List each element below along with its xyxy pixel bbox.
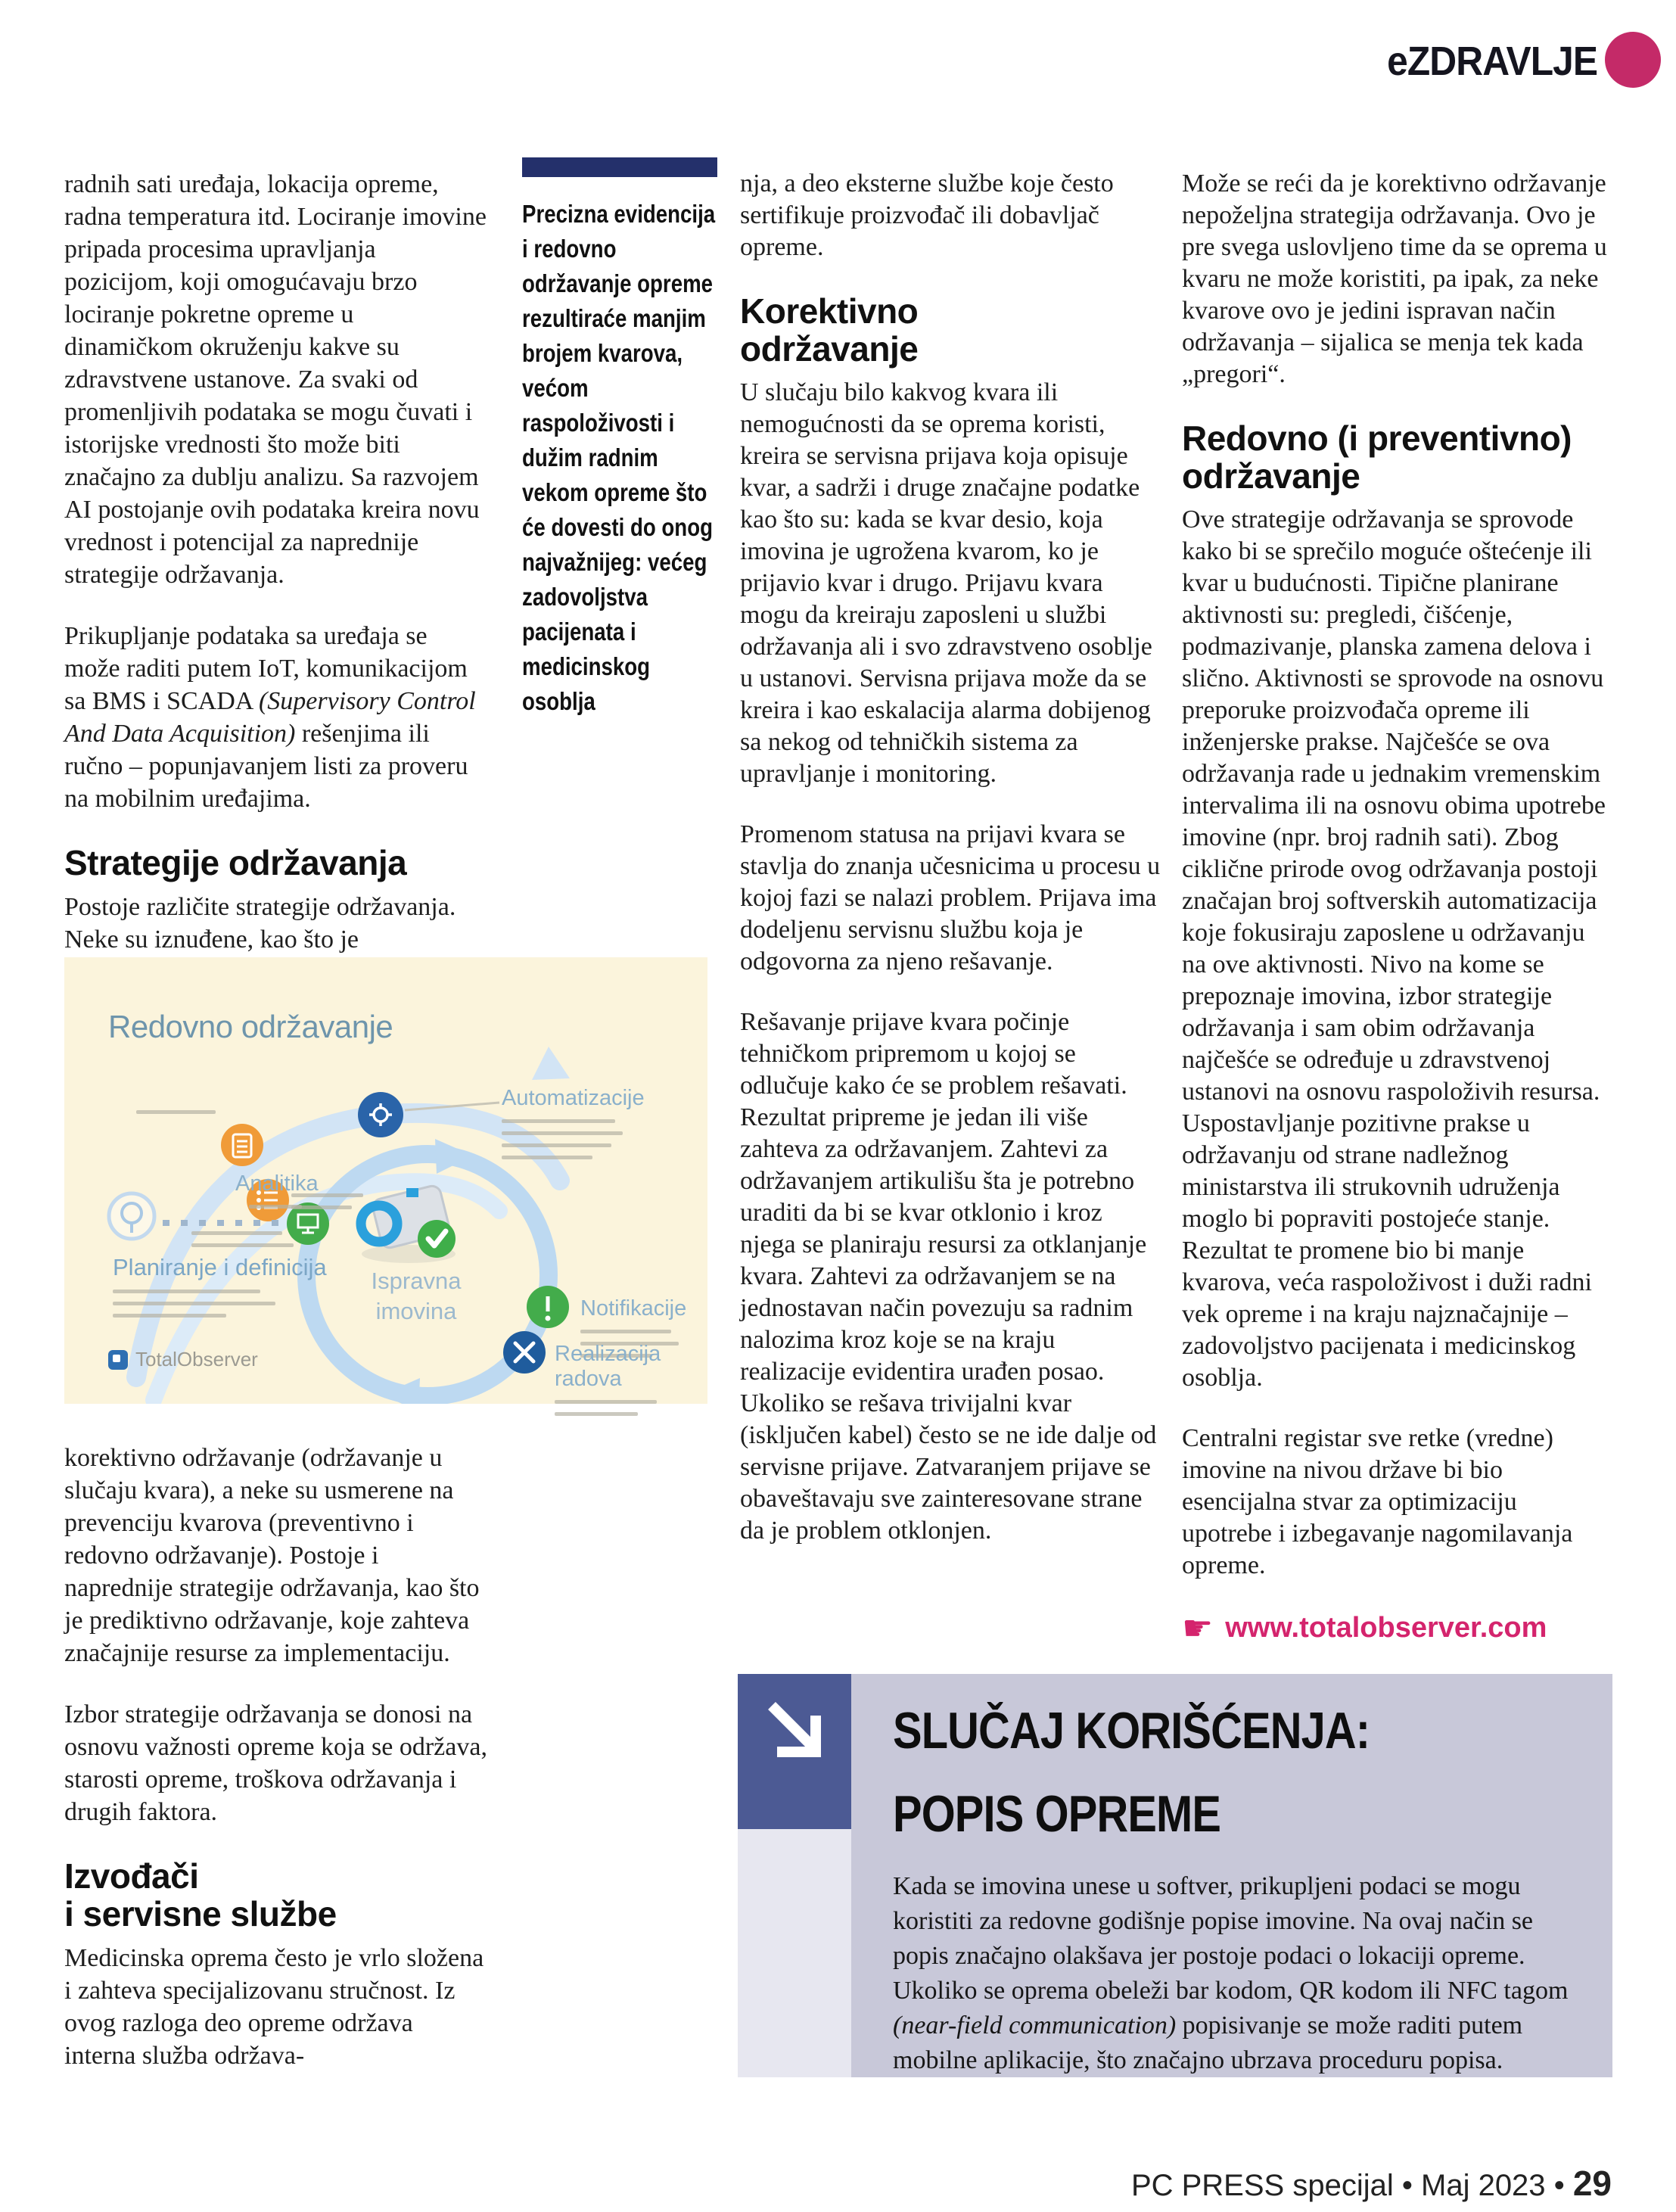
column-4 bbox=[1182, 168, 1613, 1648]
dotted-connector bbox=[163, 1220, 280, 1226]
label-ispravna-imovina bbox=[367, 1266, 465, 1327]
heading-strategije-odrzavanja: Strategije održavanja bbox=[64, 843, 407, 882]
heading-korektivno-odrzavanje bbox=[740, 292, 1161, 368]
hand-pointer-icon: ☛ bbox=[1182, 1607, 1214, 1648]
logo-text: TotalObserver bbox=[135, 1348, 258, 1370]
paragraph-italic: (near-field communication) bbox=[893, 2011, 1177, 2039]
totalobserver-logo bbox=[108, 1348, 258, 1371]
label-planiranje bbox=[113, 1254, 327, 1318]
fine-print-line bbox=[191, 1243, 294, 1247]
footer-publication: PC PRESS specijal bbox=[1130, 2169, 1394, 2202]
heading-line: Korektivno bbox=[740, 291, 919, 331]
label-text: Analitika bbox=[235, 1171, 319, 1196]
heading-izvodjaci bbox=[64, 1857, 488, 1933]
article-paragraph: U slučaju bilo kakvog kvara ili nemogućnosti da se oprema koristi, kreira se servisna prijava koja opisuje kvar, a sadrži i druge značajne podatke kao što su: kada se kvar desio, koja imovina je ugrožena kvarom, ko je prijavio kvar i drugo. Prijavu kvara mogu da kreiraju zaposleni u službi održavanja ali i svo zdravstveno osoblje u ustanovi. Servisna prijava može da se kreira i kao eskalacija alarma dobijenog sa nekog od tehničkih sistema za upravljanje i monitoring. bbox=[740, 378, 1152, 788]
fine-print-line bbox=[555, 1412, 638, 1416]
quote-accent-bar bbox=[522, 157, 717, 177]
paragraph-text: rešenjima ili ručno – popunjavanjem listi za proveru na mobilnim uređajima. bbox=[64, 720, 468, 813]
heading-line: održavanje bbox=[1182, 456, 1360, 496]
fine-print-line bbox=[502, 1119, 615, 1123]
label-text: Automatizacije bbox=[502, 1086, 645, 1110]
label-text: imovina bbox=[375, 1298, 457, 1324]
label-text: Ispravna bbox=[371, 1268, 462, 1294]
heading-line: i servisne službe bbox=[64, 1894, 337, 1934]
label-automatizacije bbox=[502, 1086, 645, 1159]
arrow-down-right-icon bbox=[738, 1674, 851, 1787]
article-paragraph: nja, a deo eksterne službe koje često sertifikuje proizvođač ili dobavljač opreme. bbox=[740, 170, 1114, 261]
fine-print-line bbox=[191, 1231, 282, 1235]
notification-bell-icon bbox=[527, 1286, 569, 1328]
article-paragraph bbox=[64, 620, 488, 815]
article-paragraph: Rešavanje prijave kvara počinje tehničkom pripremom u kojoj se odlučuje kako će se problem rešavati. Rezultat pripreme je jedan ili više zahteva za održavanjem. Zahtevi za održavanjem artikulišu šta je potrebno uraditi da bi se kvar otklonio i kroz njega se planiraju resursi za otklanjanje kvara. Zahtevi za održavanjem se na jednostavan način povezuju sa radnim nalozima kroz koje se na kraju realizacije evidentira urađen posao. Ukoliko se rešava trivijalni kvar (isključen kabel) često se ne ide dalje od servisne prijave. Zatvaranjem prijave se obaveštavaju sve zainteresovane strane da je problem otklonjen. bbox=[740, 1008, 1157, 1545]
heading-line: održavanje bbox=[740, 329, 919, 369]
arrow-tile bbox=[738, 1674, 851, 1829]
fine-print-line bbox=[580, 1330, 671, 1333]
fine-print-line bbox=[113, 1314, 226, 1318]
paragraph-text: Prikupljanje podataka sa uređaja se može raditi putem IoT, komunikacijom sa BMS i SCADA bbox=[64, 622, 468, 715]
fine-print-line bbox=[113, 1290, 260, 1293]
article-paragraph: Postoje različite strategije održavanja. Neke su iznuđene, kao što je bbox=[64, 893, 456, 954]
label-analitika bbox=[235, 1171, 319, 1209]
use-case-heading-line2: POPIS OPREME bbox=[893, 1785, 1221, 1843]
label-realizacija-radova bbox=[555, 1342, 707, 1416]
arrowhead bbox=[532, 1047, 570, 1080]
fine-print-line bbox=[502, 1131, 623, 1135]
footer-separator: • bbox=[1553, 2169, 1565, 2202]
page-footer bbox=[1131, 2163, 1612, 2204]
label-text: Planiranje i definicija bbox=[113, 1254, 327, 1280]
fine-print-line bbox=[555, 1400, 657, 1404]
paragraph-text: Kada se imovina unese u softver, prikupljeni podaci se mogu koristiti za redovne godišnje popise imovine. Na ovaj način se popis značajno olakšava jer postoje podaci o lokaciji opreme. Ukoliko se oprema obeleži bar kodom, QR kodom ili NFC tagom bbox=[893, 1872, 1569, 2005]
article-paragraph: Ove strategije održavanja se sprovode kako bi se sprečilo moguće oštećenje ili kvar u budućnosti. Tipične planirane aktivnosti su: pregledi, čišćenje, podmazivanje, planska zamena delova i slično. Aktivnosti se sprovode na osnovu preporuke proizvođača opreme ili inženjerske prakse. Najčešće se ova održavanja rade u jednakim vremenskim intervalima ili na osnovu obima upotrebe imovine (npr. broj radnih sati). Zbog ciklične prirode ovog održavanja postoji značajan broj softverskih automatizacija koje fokusiraju zaposlene u održavanju na ove aktivnosti. Nivo na kome se prepoznaje imovina, izbor strategije održavanja i sam obim održavanja najčešće se određuje u zdravstvenoj ustanovi na osnovu raspoloživih resursa. Uspostavljanje pozitivne prakse u održavanju od strane nadležnog ministarstva ili strukovnih udruženja moglo bi popraviti postojeće stanje. Rezultat te promene bio bi manje kvarova, veća raspoloživost i duži radni vek opreme i na kraju najznačajnije – zadovoljstvo pacijenata i medicinskog osoblja. bbox=[1182, 506, 1606, 1392]
label-text: Realizacija radova bbox=[555, 1342, 661, 1391]
use-case-box bbox=[738, 1674, 1612, 2077]
heading-redovno-odrzavanje bbox=[1182, 419, 1613, 495]
asset-check-icon bbox=[361, 1184, 456, 1263]
footer-issue: Maj 2023 bbox=[1421, 2169, 1546, 2202]
maintenance-cycle-infographic bbox=[64, 957, 707, 1404]
heading-line: Izvođači bbox=[64, 1856, 199, 1896]
pull-quote-text: Precizna evidencija i redovno održavanje opreme rezultiraće manjim brojem kvarova, većom raspoloživosti i dužim radnim vekom opreme što će dovesti do onog najvažnijeg: većeg zadovoljstva pacijenata i medicinskog osoblja bbox=[522, 200, 716, 715]
totalobserver-logo-icon bbox=[108, 1350, 128, 1370]
tile-shadow-strip bbox=[738, 1829, 851, 2077]
head-icon bbox=[109, 1193, 154, 1239]
footer-separator: • bbox=[1401, 2169, 1413, 2202]
column-3 bbox=[740, 168, 1161, 1547]
fine-print-line bbox=[249, 1205, 302, 1209]
section-brand: eZDRAVLJE bbox=[1387, 39, 1597, 84]
fine-print-line bbox=[502, 1143, 611, 1147]
checklist-icon bbox=[221, 1124, 263, 1166]
paragraph-italic: (Supervisory Control And Data Acquisition) bbox=[64, 687, 476, 748]
fine-print-line bbox=[502, 1156, 592, 1159]
website-link-row bbox=[1182, 1607, 1613, 1648]
page-number: 29 bbox=[1572, 2164, 1612, 2203]
website-link[interactable]: www.totalobserver.com bbox=[1225, 1612, 1547, 1644]
use-case-body bbox=[893, 1869, 1570, 2078]
use-case-heading-line1: SLUČAJ KORIŠĆENJA: bbox=[893, 1702, 1370, 1759]
heading-line: Redovno (i preventivno) bbox=[1182, 418, 1572, 458]
column-1-bottom bbox=[64, 1442, 488, 2072]
column-1-top bbox=[64, 168, 488, 956]
article-paragraph: Promenom statusa na prijavi kvara se stavlja do znanja učesnicima u procesu u kojoj fazi se nalazi problem. Prijava ima dodeljenu servisnu službu koja je odgovorna za njeno rešavanje. bbox=[740, 820, 1161, 975]
article-paragraph: korektivno održavanje (održavanje u slučaju kvara), a neke su usmerene na prevenciju kvarova (preventivno i redovno održavanje). Postoje i naprednije strategije održavanja, kao što je prediktivno održavanje, koje zahteva značajnije resurse za implementaciju. bbox=[64, 1444, 480, 1667]
fine-print-line bbox=[136, 1110, 216, 1114]
fine-print bbox=[191, 1231, 294, 1247]
brand-dot-icon bbox=[1605, 32, 1661, 88]
article-paragraph: Centralni registar sve retke (vredne) imovine na nivou države bi bio esencijalna stvar za optimizaciju upotrebe i izbegavanje nagomilavanja opreme. bbox=[1182, 1424, 1573, 1579]
article-paragraph: Medicinska oprema često je vrlo složena i zahteva specijalizovanu stručnost. Iz ovog razloga deo opreme održava interna služba održava- bbox=[64, 1944, 484, 2070]
fine-print bbox=[136, 1110, 219, 1114]
article-paragraph: Može se reći da je korektivno održavanje nepoželjna strategija održavanja. Ovo je pre svega uslovljeno time da se oprema u kvaru ne može koristiti, pa ipak, za neke kvarove ovo je jedini ispravan način održavanja – sijalica se menja tek kada „pregori“. bbox=[1182, 170, 1607, 388]
paragraph-text: popisivanje se može raditi putem mobilne aplikacije, što značajno ubrzava proceduru popisa. bbox=[893, 2011, 1523, 2074]
label-text: Notifikacije bbox=[580, 1296, 687, 1321]
automation-icon bbox=[358, 1092, 403, 1137]
infographic-title: Redovno održavanje bbox=[108, 1009, 393, 1044]
article-paragraph: Izbor strategije održavanja se donosi na osnovu važnosti opreme koja se održava, starosti opreme, troškova održavanja i drugih faktora. bbox=[64, 1700, 487, 1826]
fine-print-line bbox=[113, 1302, 275, 1305]
article-paragraph: radnih sati uređaja, lokacija opreme, radna temperatura itd. Lociranje imovine pripada procesima upravljanja pozicijom, koji omogućavaju brzo lociranje pokretne opreme u dinamičkom okruženju kakve su zdravstvene ustanove. Za svaki od promenljivih podataka se mogu čuvati i istorijske vrednosti što može biti značajno za dublju analizu. Sa razvojem AI postojanje ovih podataka kreira novu vrednost i potencijal za naprednije strategije održavanja. bbox=[64, 170, 487, 589]
tools-icon bbox=[503, 1331, 546, 1374]
pull-quote bbox=[522, 157, 717, 719]
